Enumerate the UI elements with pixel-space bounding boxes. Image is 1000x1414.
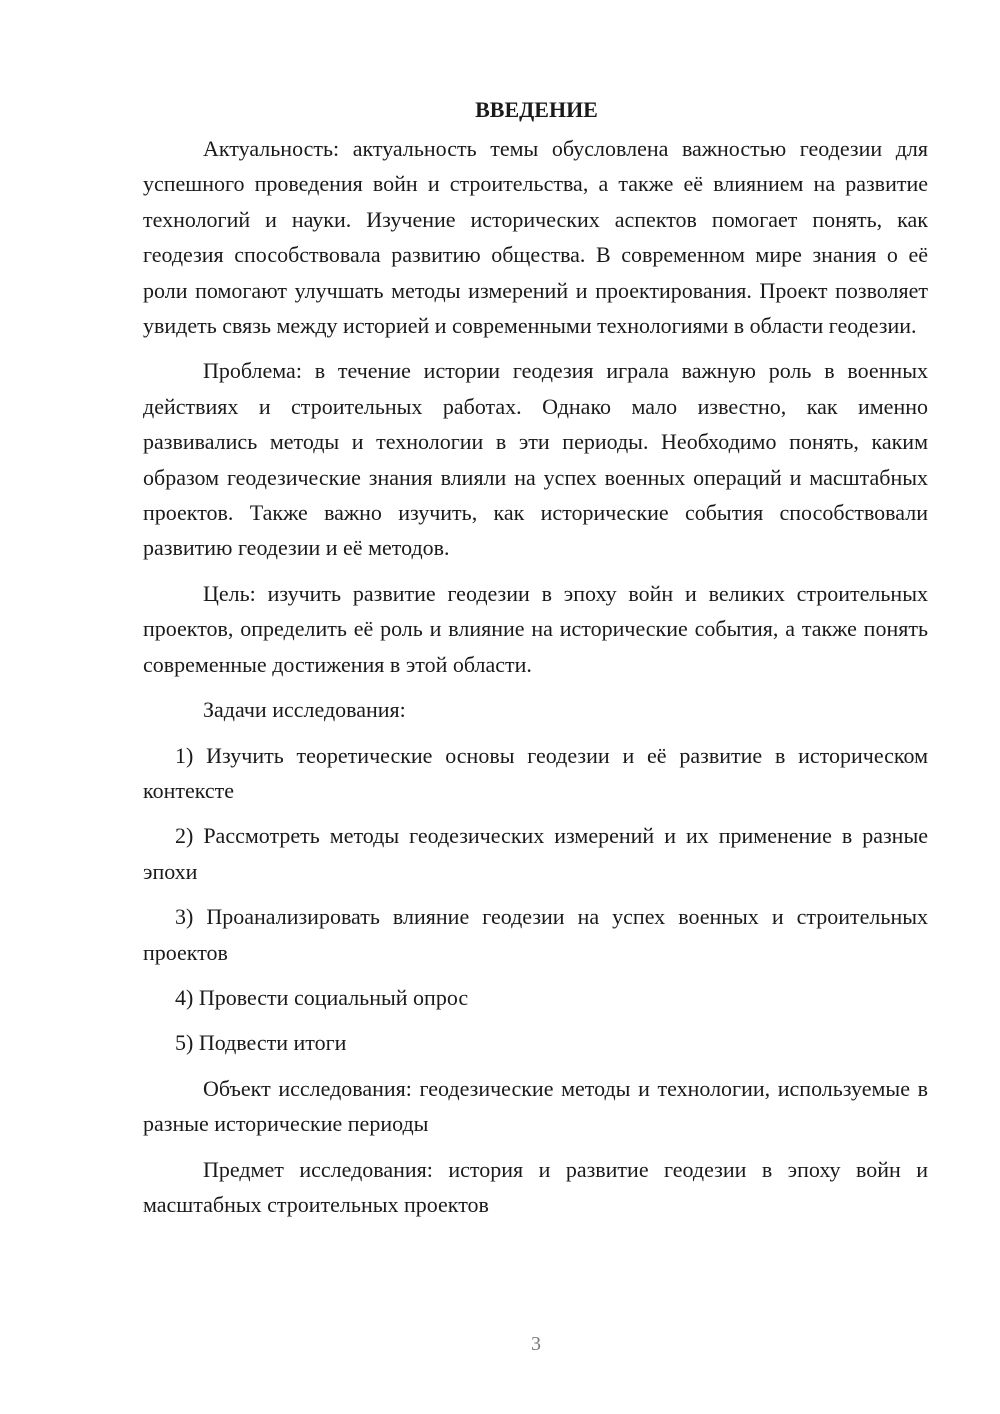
- document-page: [143, 92, 928, 1232]
- relevance-paragraph: Актуальность: актуальность темы обусловлена важностью геодезии для успешного проведения войн и строительства, а также её влиянием на развитие технологий и науки. Изучение исторических аспектов помогает понять, как геодезия способствовала развитию общества. В современном мире знания о её роли помогают улучшать методы измерений и проектирования. Проект позволяет увидеть связь между историей и современными технологиями в области геодезии.: [143, 136, 928, 339]
- task-item-4: 4) Провести социальный опрос: [175, 984, 469, 1010]
- problem-paragraph: Проблема: в течение истории геодезия играла важную роль в военных действиях и строительных работах. Однако мало известно, как именно развивались методы и технологии в эти периоды. Необходимо понять, каким образом геодезические знания влияли на успех военных операций и масштабных проектов. Также важно изучить, как исторические события способствовали развитию геодезии и её методов.: [143, 358, 928, 561]
- goal-paragraph: Цель: изучить развитие геодезии в эпоху войн и великих строительных проектов, определить её роль и влияние на исторические события, а также понять современные достижения в этой области.: [143, 580, 928, 677]
- page-number: 3: [531, 1333, 541, 1355]
- task-item-1: 1) Изучить теоретические основы геодезии и её развитие в историческом контексте: [143, 742, 928, 803]
- tasks-heading: Задачи исследования:: [203, 697, 406, 723]
- task-item-2: 2) Рассмотреть методы геодезических измерений и их применение в разные эпохи: [143, 823, 928, 884]
- object-paragraph: Объект исследования: геодезические методы и технологии, используемые в разные исторические периоды: [143, 1075, 928, 1137]
- task-item-3: 3) Проанализировать влияние геодезии на успех военных и строительных проектов: [143, 904, 928, 965]
- page-title: ВВЕДЕНИЕ: [475, 97, 598, 122]
- task-item-5: 5) Подвести итоги: [175, 1030, 347, 1056]
- subject-paragraph: Предмет исследования: история и развитие геодезии в эпоху войн и масштабных строительных проектов: [143, 1156, 928, 1217]
